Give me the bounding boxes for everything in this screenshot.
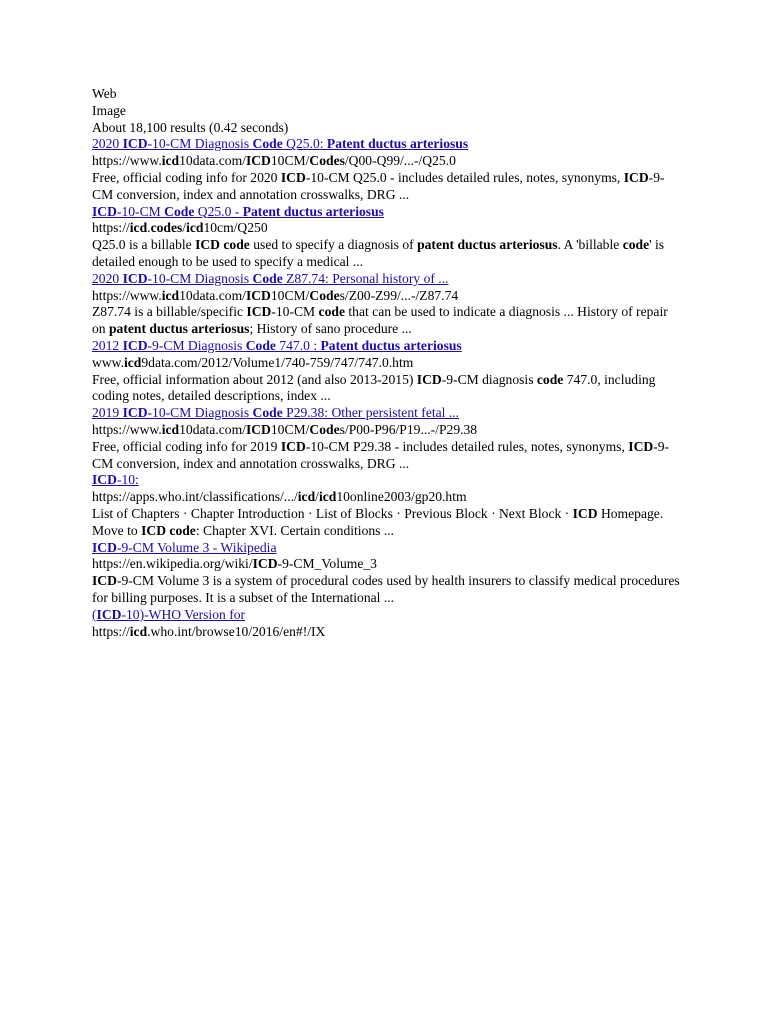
result-title-text: -10-CM Diagnosis [147,136,253,152]
result-snippet-emphasis: patent ductus arteriosus [109,321,250,337]
result-title-text: 2012 [92,337,123,353]
result-url-text: s/Z00-Z99/...-/Z87.74 [339,287,459,303]
result-snippet-emphasis: ICD [572,505,598,521]
result-url-text: https:// [92,220,130,236]
result-title-text: -10-CM Diagnosis [147,270,253,286]
result-snippet-emphasis: code [536,371,564,387]
result-title-emphasis: Patent ductus arteriosus [326,136,469,152]
result-item [92,607,682,641]
result-url-emphasis: icd [297,489,316,505]
result-title-emphasis: ICD [92,539,117,555]
result-title-text: -10)-WHO Version for [121,606,246,622]
result-url-text: https://en.wikipedia.org/wiki/ [92,556,253,572]
result-title-text: Q25.0 - [194,203,243,219]
result-url-emphasis: icd [318,489,337,505]
result-item [92,204,682,271]
result-snippet [92,372,682,406]
result-title-text: 747.0 : [275,337,321,353]
result-snippet-emphasis: patent ductus arteriosus [417,237,558,253]
result-url [92,489,682,506]
result-url-text: https://www. [92,421,162,437]
result-snippet-text: List of Chapters · Chapter Introduction · List of Blocks · Previous Block · Next Block · [92,505,573,521]
result-title-text: Q25.0: [282,136,327,152]
result-title-emphasis: Code [164,203,195,219]
result-url-emphasis: ICD [245,153,271,169]
result-title-text: P29.38: Other persistent fetal ... [282,405,460,421]
result-title-text: -10-CM Diagnosis [147,405,253,421]
result-url [92,153,682,170]
result-snippet [92,237,682,271]
result-snippet-emphasis: code [318,304,345,320]
result-title-text: 2020 [92,270,123,286]
result-title-emphasis: ICD [122,270,148,286]
result-url-text: .who.int/browse10/2016/en#!/IX [147,623,326,639]
result-url-text: 10data.com/ [179,287,246,303]
result-snippet-text: -9-CM conversion, index and annotation crosswalks, DRG ... [92,438,670,471]
result-url-emphasis: icd [186,220,204,236]
result-url-emphasis: icd [161,287,180,303]
result-url [92,422,682,439]
result-snippet-emphasis: code [622,237,650,253]
result-snippet [92,506,682,540]
result-title-emphasis: ICD [96,606,122,622]
result-url-emphasis: icd [129,220,148,236]
result-url-emphasis: Code [309,287,340,303]
result-url [92,220,682,237]
result-title-emphasis: ICD [92,472,117,488]
result-url-text: 10CM/ [270,287,310,303]
result-url-text: / [182,220,187,236]
result-snippet-emphasis: ICD [92,573,117,589]
result-url-text: s/P00-P96/P19...-/P29.38 [339,421,478,437]
result-title-link[interactable] [92,338,682,355]
result-stats: About 18,100 results (0.42 seconds) [92,119,289,135]
result-snippet-text: that can be used to indicate a diagnosis ... History of repair on [92,304,668,337]
result-item [92,405,682,472]
result-title-text: ( [92,606,97,622]
result-title-emphasis: Patent ductus arteriosus [320,337,462,353]
result-snippet-text: : Chapter XVI. Certain conditions ... [195,522,395,538]
result-snippet-text: Free, official information about 2012 (and also 2013-2015) [92,371,417,387]
result-snippet-text: -9-CM Volume 3 is a system of procedural codes used by health insurers to classify medical procedures for billing purposes. It is a subset of the International ... [92,573,680,605]
result-url-emphasis: icd [123,354,142,370]
result-url-emphasis: icd [161,153,180,169]
result-title-link[interactable] [92,271,682,288]
result-url-text: 10data.com/ [179,421,246,437]
result-title-link[interactable] [92,405,682,422]
result-snippet-text: -9-CM diagnosis [441,371,537,387]
result-title-text: -10: [116,472,139,488]
result-url-text: 10cm/Q250 [203,220,268,236]
result-item [92,472,682,539]
result-title-emphasis: ICD [122,136,148,152]
result-snippet-text: used to specify a diagnosis of [249,237,418,253]
result-title-link[interactable] [92,136,682,153]
result-snippet [92,304,682,338]
result-title-text: -9-CM Diagnosis [147,337,246,353]
image-filter-link[interactable]: Image [92,102,126,118]
result-snippet-text: Free, official coding info for 2019 [92,438,281,454]
result-title-emphasis: Code [252,405,283,421]
result-title-link[interactable] [92,472,682,489]
result-url-text: https://www. [92,287,162,303]
result-title-emphasis: ICD [122,337,148,353]
result-url-text: / [315,489,319,505]
result-title-link[interactable] [92,607,682,624]
result-snippet-emphasis: ICD code [195,237,250,253]
result-snippet-emphasis: ICD [280,438,306,454]
result-title-text: 2020 [92,136,123,152]
result-url-emphasis: Code [309,421,340,437]
result-snippet [92,170,682,204]
result-url-text: https:// [92,623,130,639]
results-list [92,136,682,640]
result-url-emphasis: icd [129,623,148,639]
result-snippet-emphasis: ICD [246,304,272,320]
result-snippet-emphasis: ICD [280,169,306,185]
result-url-emphasis: ICD [245,421,271,437]
result-snippet-text: Z87.74 is a billable/specific [92,304,247,320]
result-url-emphasis: ICD [252,556,278,572]
result-item [92,136,682,203]
result-snippet-text: -9-CM conversion, index and annotation crosswalks, DRG ... [92,169,665,202]
result-url-emphasis: codes [150,220,183,236]
result-title-emphasis: Code [252,270,283,286]
result-url [92,556,682,573]
result-snippet-emphasis: ICD [628,438,654,454]
result-url-text: www. [92,354,124,370]
result-snippet-text: . A 'billable [557,237,623,253]
result-title-emphasis: ICD [122,405,148,421]
result-url-text: 10CM/ [270,153,310,169]
result-url-emphasis: Codes [309,153,345,169]
result-title-emphasis: ICD [92,203,117,219]
result-url-text: 10data.com/ [179,153,246,169]
result-title-text: 2019 [92,405,123,421]
result-url-text: 10online2003/gp20.htm [336,489,467,505]
result-item [92,271,682,338]
result-snippet-emphasis: ICD [623,169,649,185]
result-snippet-text: -10-CM P29.38 - includes detailed rules, notes, synonyms, [305,438,629,454]
result-snippet-text: ; History of sano procedure ... [249,321,412,337]
result-url-text: . [147,220,151,236]
result-url-emphasis: icd [161,421,180,437]
result-title-text: -10-CM [116,203,165,219]
result-snippet-text: 747.0, including coding notes, detailed descriptions, index ... [92,371,656,404]
result-url-text: 10CM/ [270,421,310,437]
result-title-emphasis: Code [245,337,276,353]
result-url-text: 9data.com/2012/Volume1/740-759/747/747.0.htm [141,354,414,370]
result-url-text: -9-CM_Volume_3 [277,556,377,572]
result-title-text: -9-CM Volume 3 - Wikipedia [116,539,277,555]
result-snippet-text: -10-CM Q25.0 - includes detailed rules, notes, synonyms, [305,169,624,185]
web-filter-link[interactable]: Web [92,86,117,101]
result-item [92,540,682,607]
result-snippet-text: -10-CM [271,304,319,320]
result-url [92,288,682,305]
result-title-link[interactable] [92,540,682,557]
result-title-text: Z87.74: Personal history of ... [282,270,449,286]
result-snippet-text: Homepage. Move to [92,505,664,538]
result-snippet-emphasis: ICD code [141,522,196,538]
result-url-text: /Q00-Q99/...-/Q25.0 [344,153,456,169]
result-item [92,338,682,405]
result-snippet-emphasis: ICD [416,371,442,387]
result-title-emphasis: Patent ductus arteriosus [242,203,384,219]
result-snippet-text: Q25.0 is a billable [92,237,196,253]
result-snippet [92,573,682,607]
result-snippet [92,439,682,473]
result-title-emphasis: Code [252,136,283,152]
result-url [92,355,682,372]
result-url-text: https://www. [92,153,162,169]
result-title-link[interactable] [92,204,682,221]
search-results-page [92,86,682,640]
result-url [92,624,682,641]
result-url-emphasis: ICD [245,287,271,303]
result-snippet-text: Free, official coding info for 2020 [92,169,281,185]
result-snippet-text: ' is detailed enough to be used to specify a medical ... [92,237,665,269]
result-url-text: https://apps.who.int/classifications/.../ [92,489,298,505]
